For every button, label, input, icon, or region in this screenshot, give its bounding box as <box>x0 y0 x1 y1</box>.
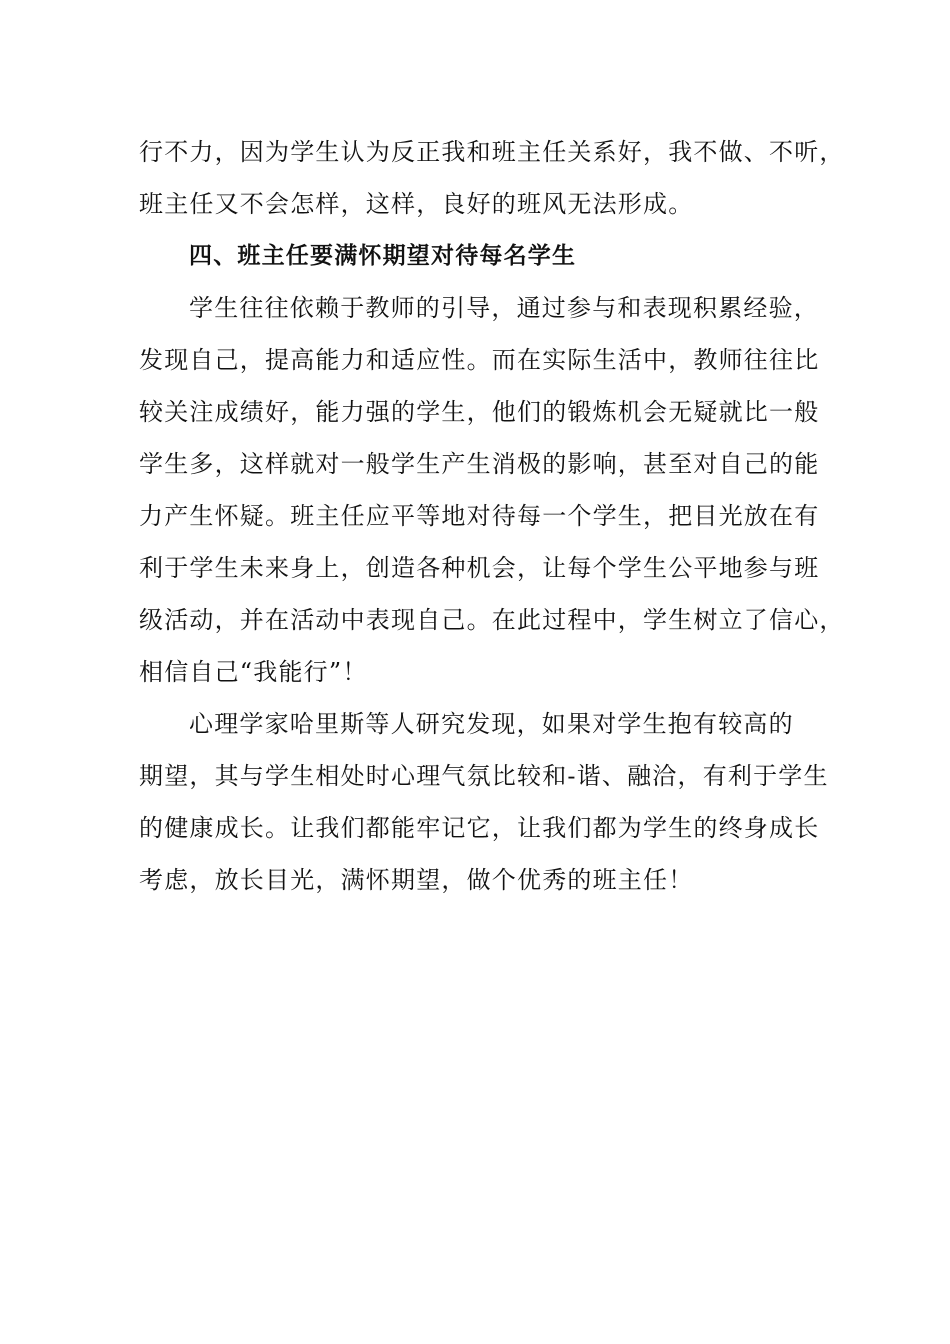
text-line: 发现自己，提高能力和适应性。而在实际生活中，教师往往比 <box>139 346 820 374</box>
text-line: 学生多，这样就对一般学生产生消极的影响，甚至对自己的能 <box>139 450 820 478</box>
text-line: 行不力，因为学生认为反正我和班主任关系好，我不做、不听， <box>139 138 845 166</box>
text-line: 相信自己“我能行”！ <box>139 658 368 686</box>
paragraph-first-line: 心理学家哈里斯等人研究发现，如果对学生抱有较高的 <box>189 710 794 738</box>
text-line: 级活动，并在活动中表现自己。在此过程中，学生树立了信心， <box>139 606 845 634</box>
paragraph-first-line: 学生往往依赖于教师的引导，通过参与和表现积累经验， <box>189 294 819 322</box>
text-line: 较关注成绩好，能力强的学生，他们的锻炼机会无疑就比一般 <box>139 398 820 426</box>
section-heading: 四、班主任要满怀期望对待每名学生 <box>189 243 577 269</box>
text-line: 考虑，放长目光，满怀期望，做个优秀的班主任！ <box>139 866 694 894</box>
text-line: 期望，其与学生相处时心理气氛比较和-谐、融洽，有利于学生 <box>139 762 829 790</box>
text-line: 力产生怀疑。班主任应平等地对待每一个学生，把目光放在有 <box>139 502 820 530</box>
document-body <box>139 126 845 906</box>
text-line: 的健康成长。让我们都能牢记它，让我们都为学生的终身成长 <box>139 814 820 842</box>
text-line: 班主任又不会怎样，这样，良好的班风无法形成。 <box>139 190 694 218</box>
text-line: 利于学生未来身上，创造各种机会，让每个学生公平地参与班 <box>139 554 820 582</box>
